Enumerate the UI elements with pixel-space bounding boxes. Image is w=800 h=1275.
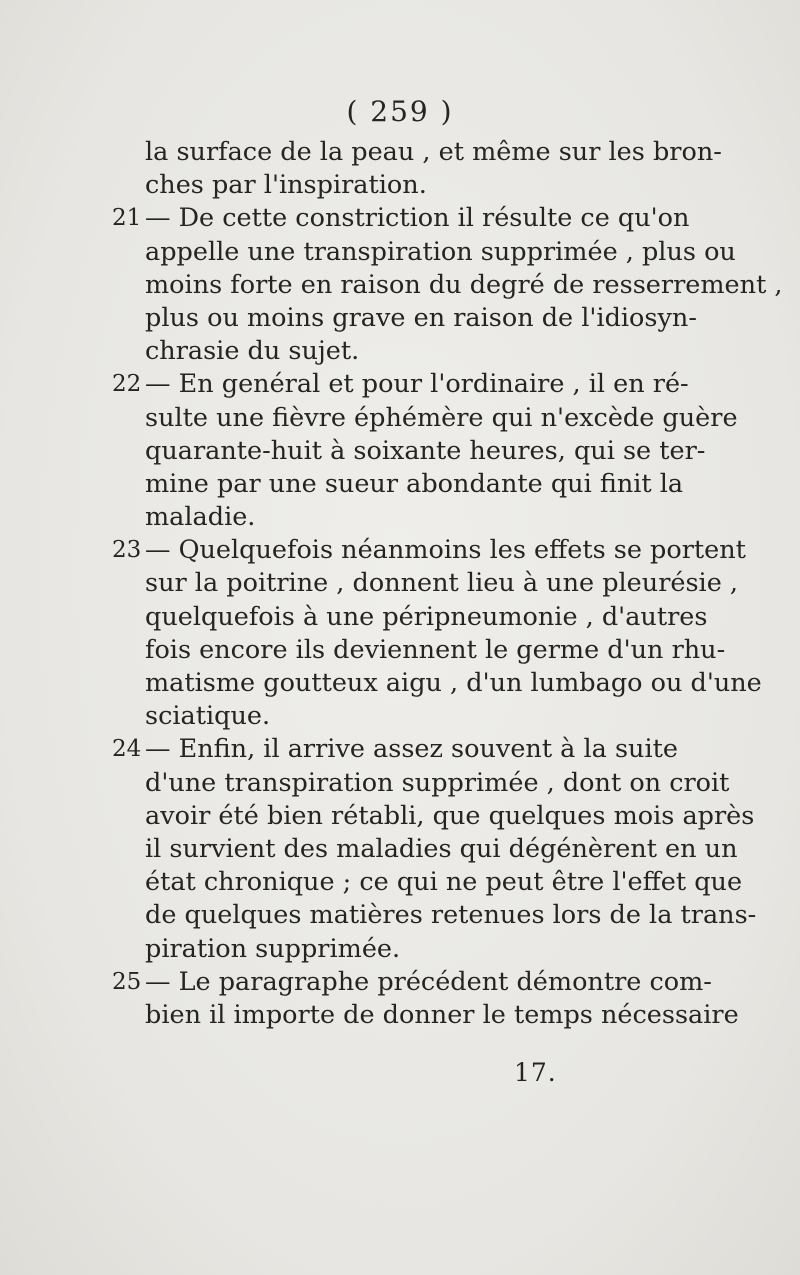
text-line: maladie. [145,502,256,533]
text-line: — Enfin, il arrive assez souvent à la suite [145,734,678,765]
paragraph-number: 22 [112,371,142,398]
text-line: — De cette constriction il résulte ce qu'on [145,203,690,234]
text-line: ches par l'inspiration. [145,170,427,201]
text-line: d'une transpiration supprimée , dont on croit [145,767,730,798]
text-line: état chronique ; ce qui ne peut être l'effet que [145,867,743,898]
text-line: moins forte en raison du degré de resserrement , [145,269,783,300]
text-line: — En genéral et pour l'ordinaire , il en ré- [145,369,689,400]
text-line: matisme goutteux aigu , d'un lumbago ou d'une [145,668,762,698]
text-line: fois encore ils deviennent le germe d'un rhu- [145,634,726,665]
text-line: avoir été bien rétabli, que quelques mois après [145,800,755,831]
text-line: sciatique. [145,701,271,732]
text-line: plus ou moins grave en raison de l'idiosyn- [145,302,697,333]
text-line: sulte une fièvre éphémère qui n'excède guère [145,402,738,433]
paragraph-24 [112,733,757,965]
text-line: — Le paragraphe précédent démontre com- [145,966,712,997]
text-line: quarante-huit à soixante heures, qui se ter- [145,435,706,466]
text-line: chrasie du sujet. [145,336,360,367]
paragraph-number: 23 [112,537,142,564]
paragraph-number: 21 [112,205,142,232]
text-line: la surface de la peau , et même sur les bron- [145,137,722,167]
body-text [112,136,783,1032]
paragraph-21 [112,202,783,368]
text-line: bien il importe de donner le temps nécessaire [145,999,739,1030]
page-number: ( 259 ) [346,95,454,128]
signature-mark: 17. [514,1058,557,1087]
text-line: piration supprimée. [145,933,401,964]
paragraph-22 [112,368,738,534]
paragraph-23 [112,534,762,733]
paragraph-continuation [145,136,722,202]
text-line: il survient des maladies qui dégénèrent en un [145,833,738,864]
text-line: sur la poitrine , donnent lieu à une pleurésie , [145,568,739,599]
text-line: mine par une sueur abondante qui finit la [145,468,684,499]
text-line: de quelques matières retenues lors de la trans- [145,900,757,931]
text-line: — Quelquefois néanmoins les effets se portent [145,535,746,566]
paragraph-number: 24 [112,736,142,763]
text-line: quelquefois à une péripneumonie , d'autres [145,601,708,632]
paragraph-number: 25 [112,968,142,995]
text-line: appelle une transpiration supprimée , plus ou [145,236,736,267]
paragraph-25 [112,966,739,1032]
